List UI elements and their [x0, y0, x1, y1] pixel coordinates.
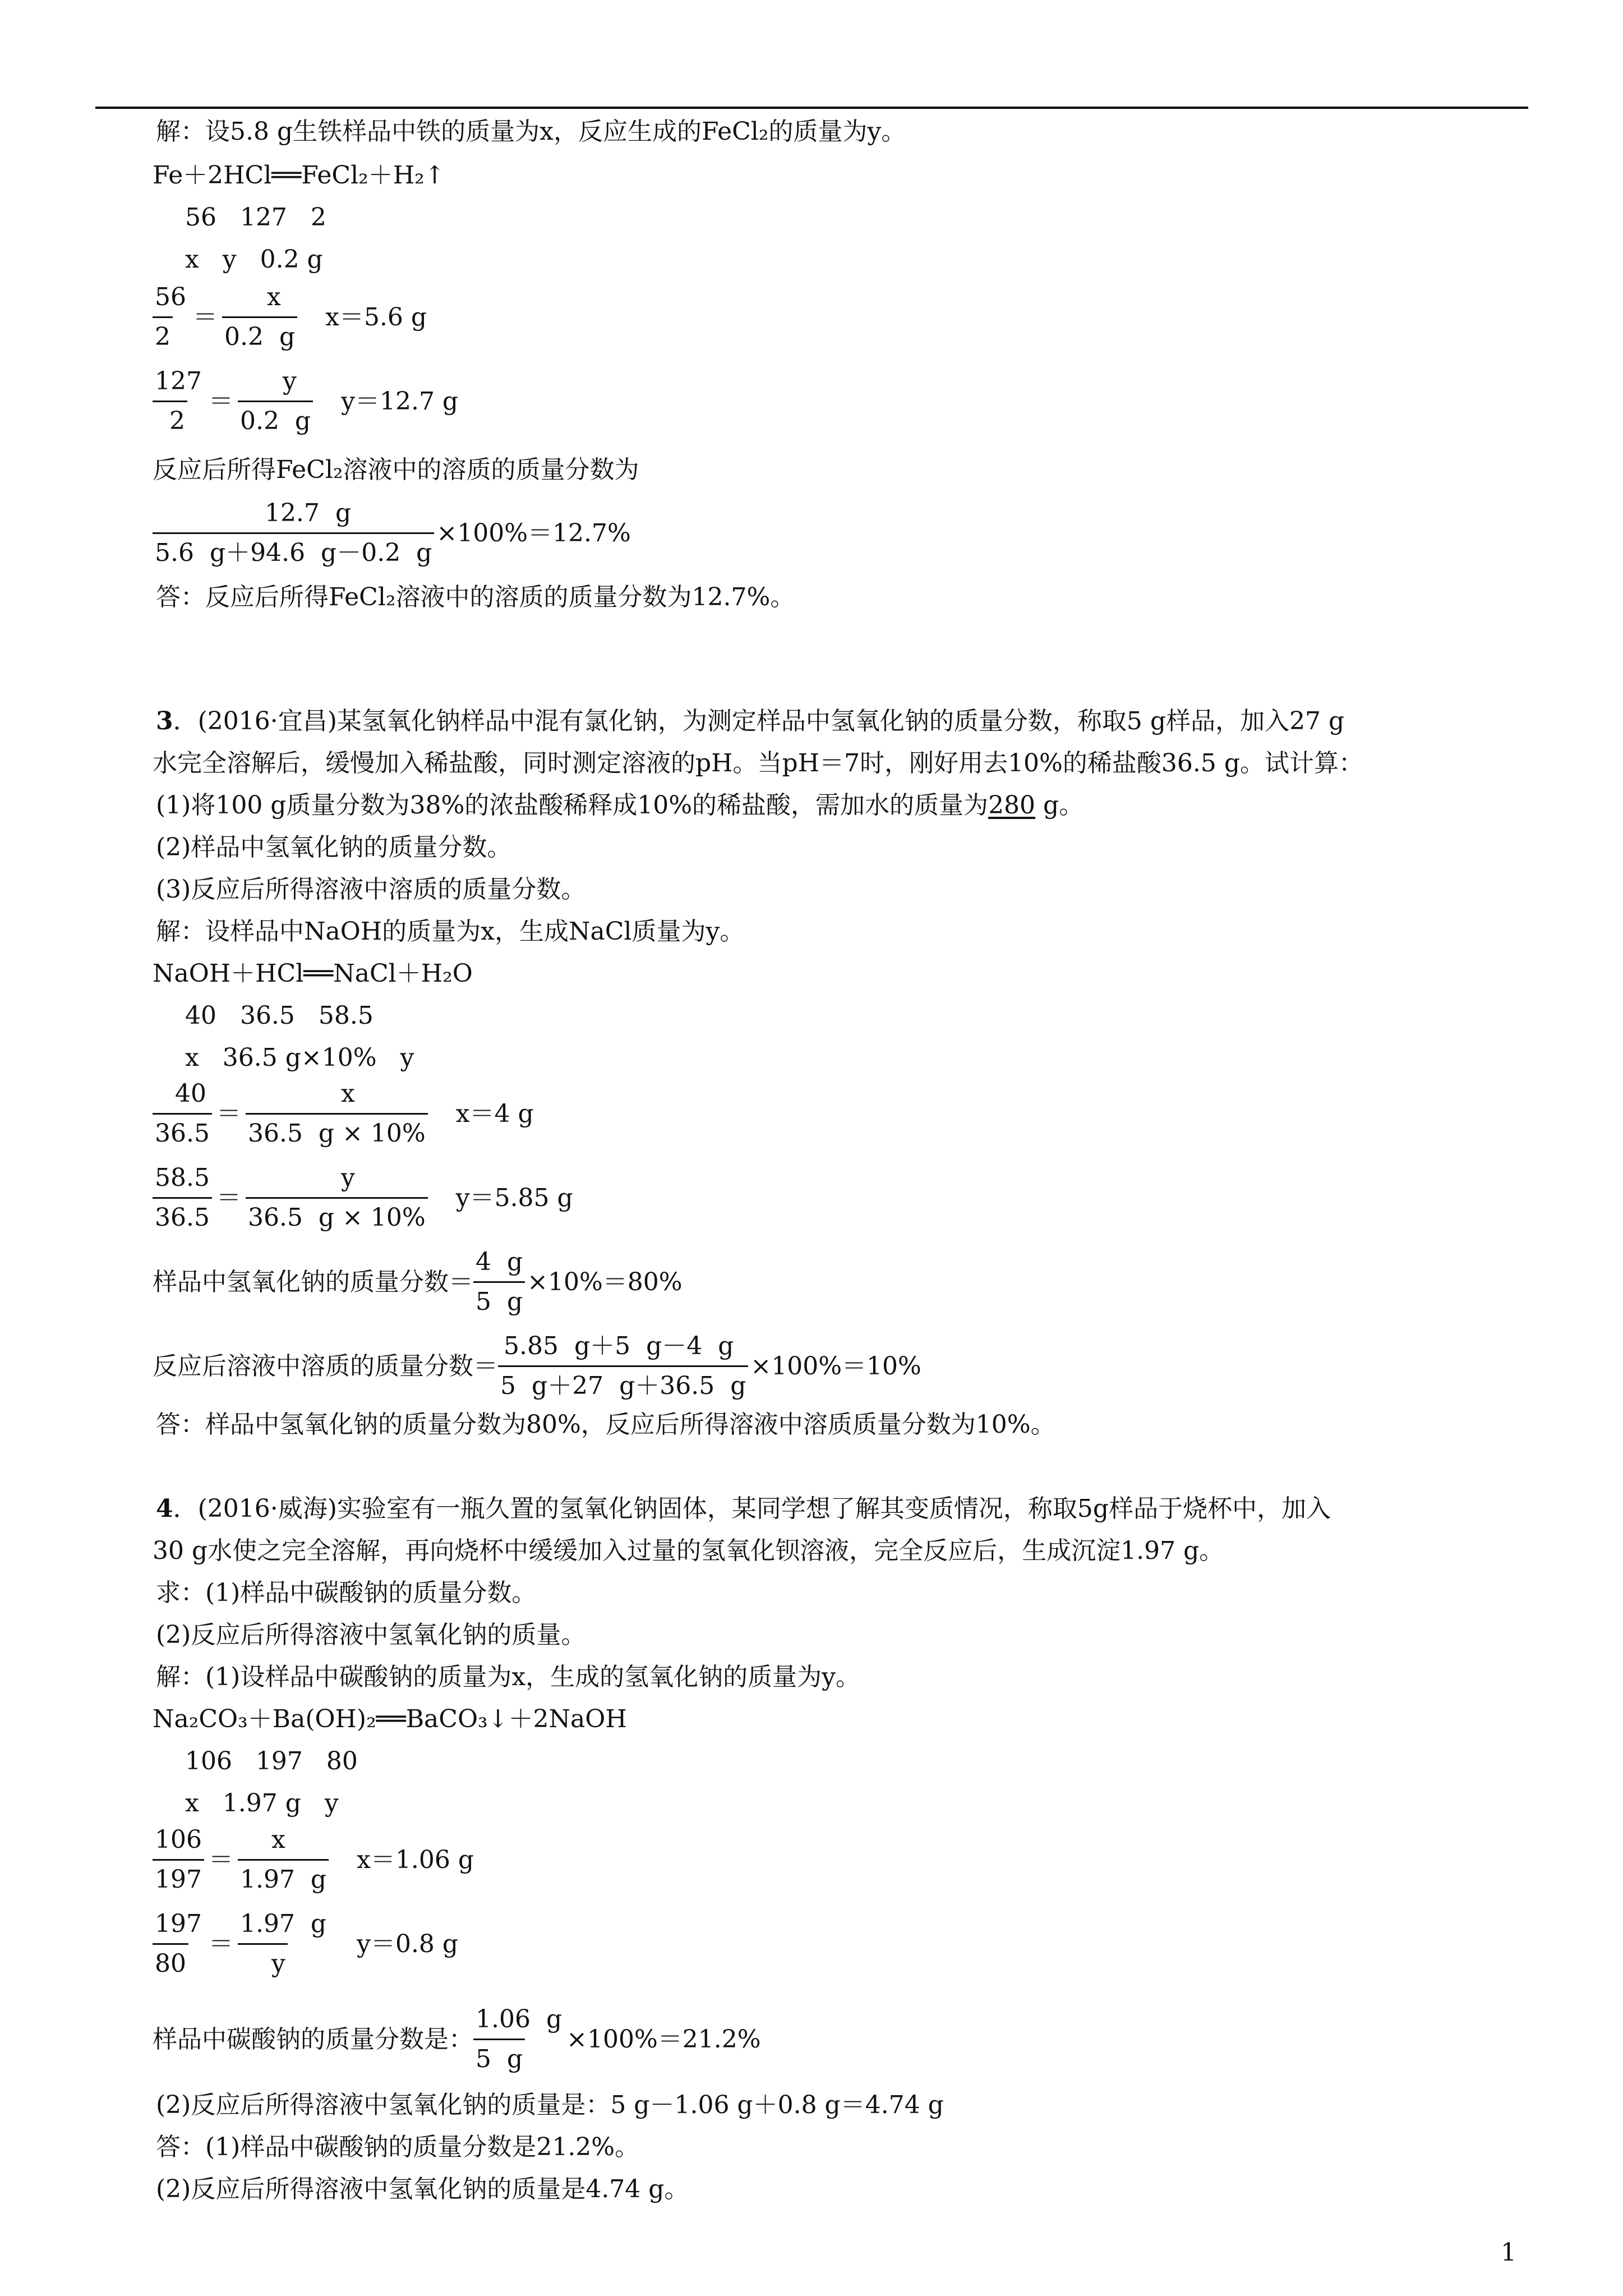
fraction: $\frac{56}{2}$ [153, 285, 188, 349]
unknowns-row: x y 0.2 g [185, 245, 323, 274]
solution-intro: 解：设5.8 g生铁样品中铁的质量为x，反应生成的FeCl₂的质量为y。 [156, 117, 906, 146]
result: x＝1.06 g [357, 1845, 474, 1874]
text-line: 反应后所得FeCl₂溶液中的溶质的质量分数为 [153, 455, 639, 484]
fraction-equation: 样品中氢氧化钠的质量分数＝ $\frac{4 g}{5 g}$ ×10%＝80% [153, 1248, 683, 1316]
result: ×100%＝10% [750, 1351, 921, 1381]
fraction: $\frac{58.5}{36.5}$ [153, 1166, 212, 1230]
molar-mass-row: 40 36.5 58.5 [185, 1001, 374, 1030]
result: x＝4 g [455, 1099, 534, 1128]
sub-question-2: (2)样品中氢氧化钠的质量分数。 [156, 833, 512, 862]
solution-intro: 解：(1)设样品中碳酸钠的质量为x，生成的氢氧化钠的质量为y。 [156, 1663, 860, 1691]
proportion-equation: $\frac{58.5}{36.5}$ ＝ $\frac{y}{36.5 g \times 10\%}$ y＝5.85 g [153, 1166, 573, 1230]
question-3-line-1: 3．(2016·宜昌)某氢氧化钠样品中混有氯化钠，为测定样品中氢氧化钠的质量分数，称取5 g样品，加入27 g [156, 707, 1345, 735]
fraction-equation [153, 501, 631, 565]
sub-question-1: 求：(1)样品中碳酸钠的质量分数。 [156, 1579, 537, 1607]
question-number: 3 [156, 707, 173, 735]
fraction: $\frac{1.97 g}{y}$ [238, 1912, 329, 1976]
answer-line: 答：反应后所得FeCl₂溶液中的溶质的质量分数为12.7%。 [156, 583, 795, 611]
fraction-equation: 样品中碳酸钠的质量分数是： $\frac{1.06 g}{5 g}$ ×100%＝21.2% [153, 2005, 761, 2073]
proportion-equation: $\frac{106}{197}$ ＝ $\frac{x}{1.97 g}$ x＝1.06 g [153, 1828, 474, 1892]
fraction: $\frac{x}{0.2 g}$ [222, 285, 297, 349]
fraction: $\frac{x}{36.5 g \times 10\%}$ [246, 1082, 428, 1146]
question-number: 4 [156, 1494, 173, 1523]
unknowns-row: x 36.5 g×10% y [185, 1043, 414, 1072]
header-rule [95, 107, 1528, 109]
fraction: $\frac{197}{80}$ [153, 1912, 204, 1976]
fraction: $\frac{y}{0.2 g}$ [238, 369, 313, 434]
text-line: (2)反应后所得溶液中氢氧化钠的质量是：5 g－1.06 g＋0.8 g＝4.74 g [156, 2091, 944, 2119]
result: ×100%＝12.7% [436, 518, 631, 547]
result: y＝0.8 g [357, 1929, 459, 1958]
fraction: $\frac{106}{197}$ [153, 1828, 204, 1892]
molar-mass-row: 56 127 2 [185, 203, 326, 232]
proportion-equation: $\frac{40}{36.5}$ ＝ $\frac{x}{36.5 g \times 10\%}$ x＝4 g [153, 1082, 534, 1146]
fraction: $\frac{4 g}{5 g}$ [473, 1250, 525, 1314]
unknowns-row: x 1.97 g y [185, 1789, 339, 1818]
chemical-equation: Fe＋2HCl══FeCl₂＋H₂↑ [153, 161, 445, 190]
fraction-equation: 反应后溶液中溶质的质量分数＝ $\frac{5.85 g+5 g-4 g}{5 g+27 g+36.5 g}$ ×100%＝10% [153, 1332, 921, 1400]
fraction: $\frac{12.7 g}{5.6 g+94.6 g-0.2 g}$ [153, 501, 434, 565]
sub-question-2: (2)反应后所得溶液中氢氧化钠的质量。 [156, 1621, 586, 1649]
answer-line: (2)反应后所得溶液中氢氧化钠的质量是4.74 g。 [156, 2175, 689, 2203]
answer-line: 答：样品中氢氧化钠的质量分数为80%，反应后所得溶液中溶质质量分数为10%。 [156, 1410, 1055, 1439]
result: y＝12.7 g [341, 386, 459, 416]
proportion-equation: $\frac{127}{2}$ ＝ $\frac{y}{0.2 g}$ y＝12.7 g [153, 369, 458, 434]
result: y＝5.85 g [455, 1183, 573, 1212]
fraction: $\frac{40}{36.5}$ [153, 1082, 212, 1146]
chemical-equation: Na₂CO₃＋Ba(OH)₂══BaCO₃↓＋2NaOH [153, 1705, 627, 1733]
answer-line: 答：(1)样品中碳酸钠的质量分数是21.2%。 [156, 2133, 640, 2161]
chemical-equation: NaOH＋HCl══NaCl＋H₂O [153, 959, 473, 988]
result: x＝5.6 g [325, 302, 427, 332]
fraction: $\frac{5.85 g+5 g-4 g}{5 g+27 g+36.5 g}$ [498, 1334, 748, 1398]
page-number: 1 [1501, 2238, 1516, 2267]
sub-question-1: (1)将100 g质量分数为38%的浓盐酸稀释成10%的稀盐酸，需加水的质量为280 g。 [156, 791, 1084, 820]
fill-in-answer: 280 [988, 791, 1036, 820]
question-4-line-1: 4．(2016·威海)实验室有一瓶久置的氢氧化钠固体，某同学想了解其变质情况，称取5g样品于烧杯中，加入 [156, 1494, 1331, 1523]
molar-mass-row: 106 197 80 [185, 1747, 358, 1775]
proportion-equation: $\frac{56}{2}$ ＝ $\frac{x}{0.2 g}$ x＝5.6 g [153, 285, 427, 349]
fraction: $\frac{y}{36.5 g \times 10\%}$ [246, 1166, 428, 1230]
fraction: $\frac{x}{1.97 g}$ [238, 1828, 329, 1892]
question-4-line-2: 30 g水使之完全溶解，再向烧杯中缓缓加入过量的氢氧化钡溶液，完全反应后，生成沉淀1.97 g。 [153, 1536, 1224, 1565]
result: ×100%＝21.2% [566, 2024, 761, 2054]
fraction: $\frac{1.06 g}{5 g}$ [473, 2007, 564, 2072]
sub-question-3: (3)反应后所得溶液中溶质的质量分数。 [156, 875, 586, 904]
proportion-equation: $\frac{197}{80}$ ＝ $\frac{1.97 g}{y}$ y＝0.8 g [153, 1912, 458, 1976]
question-3-line-2: 水完全溶解后，缓慢加入稀盐酸，同时测定溶液的pH。当pH＝7时，刚好用去10%的稀盐酸36.5 g。试计算： [153, 749, 1363, 777]
fraction: $\frac{127}{2}$ [153, 369, 204, 434]
solution-intro: 解：设样品中NaOH的质量为x，生成NaCl质量为y。 [156, 917, 745, 946]
result: ×10%＝80% [527, 1267, 683, 1296]
